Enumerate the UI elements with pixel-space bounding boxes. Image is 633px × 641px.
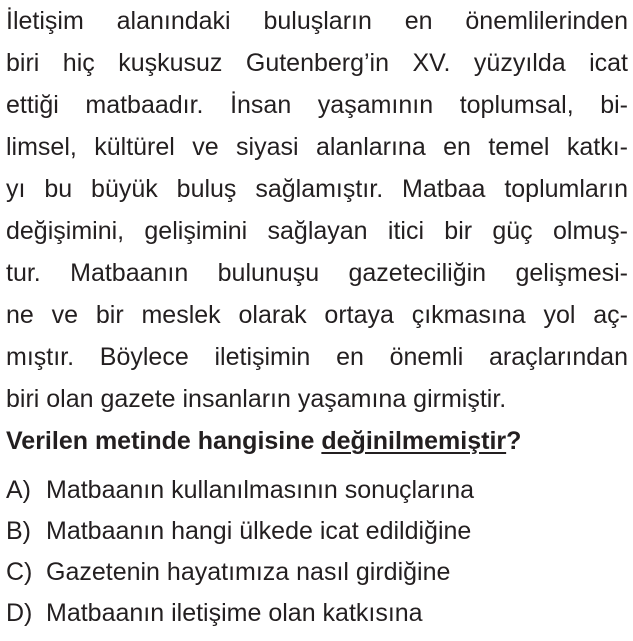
option-letter: D) (6, 599, 33, 627)
passage-line: ne ve bir meslek olarak ortaya çıkmasına yol aç- (6, 301, 628, 329)
question-stem (6, 420, 628, 462)
passage-line: ettiği matbaadır. İnsan yaşamının toplumsal, bi- (6, 91, 628, 119)
question-prefix: Verilen metinde hangisine (6, 427, 322, 455)
option-text: Matbaanın iletişime olan katkısına (46, 599, 423, 627)
option-text: Matbaanın kullanılmasının sonuçlarına (46, 476, 475, 504)
answer-options (6, 470, 628, 634)
question-page (6, 0, 628, 634)
question-underlined-word: değinilmemiştir (321, 427, 507, 455)
option-d[interactable] (6, 593, 628, 634)
option-letter: C) (6, 558, 33, 586)
passage-line: mıştır. Böylece iletişimin en önemli araçlarından (6, 343, 628, 371)
passage-line: limsel, kültürel ve siyasi alanlarına en temel katkı- (6, 133, 628, 161)
question-suffix: ? (506, 427, 522, 455)
passage-line: yı bu büyük buluş sağlamıştır. Matbaa toplumların (6, 175, 628, 203)
option-text: Matbaanın hangi ülkede icat edildiğine (46, 517, 472, 545)
option-c[interactable] (6, 552, 628, 593)
option-text: Gazetenin hayatımıza nasıl girdiğine (46, 558, 451, 586)
option-a[interactable] (6, 470, 628, 511)
option-letter: B) (6, 517, 31, 545)
passage-text (6, 0, 628, 420)
passage-line: İletişim alanındaki buluşların en önemlilerinden (6, 7, 628, 35)
option-letter: A) (6, 476, 31, 504)
passage-line: biri olan gazete insanların yaşamına girmiştir. (6, 385, 507, 413)
passage-line: değişimini, gelişimini sağlayan itici bir güç olmuş- (6, 217, 628, 245)
option-b[interactable] (6, 511, 628, 552)
passage-line: tur. Matbaanın bulunuşu gazeteciliğin gelişmesi- (6, 259, 628, 287)
passage-line: biri hiç kuşkusuz Gutenberg’in XV. yüzyılda icat (6, 49, 628, 77)
